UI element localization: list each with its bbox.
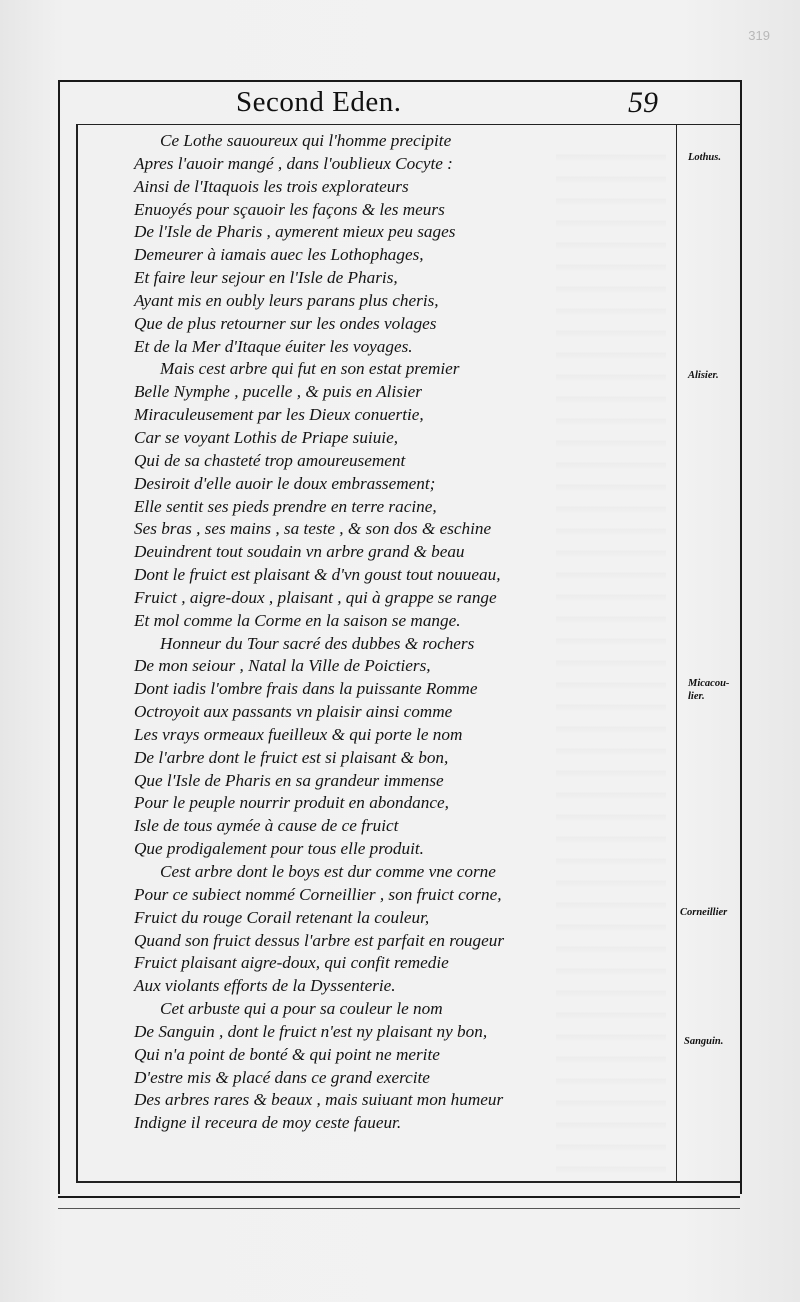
verse-line: Quand son fruict dessus l'arbre est parfait en rougeur	[134, 930, 505, 950]
bottom-rule-thin	[58, 1208, 740, 1209]
verse-line: Aux violants efforts de la Dyssenterie.	[134, 976, 396, 996]
verse-line: Demeurer à iamais auec les Lothophages,	[134, 245, 424, 265]
page-number: 59	[628, 86, 658, 119]
verse-line: Ses bras , ses mains , sa teste , & son dos & eschine	[134, 519, 492, 539]
margin-note-corneillier: Corneillier	[680, 907, 728, 918]
verse-line: Elle sentit ses pieds prendre en terre racine,	[134, 496, 437, 516]
verse-line: Qui de sa chasteté trop amoureusement	[134, 450, 406, 470]
verse-line: Fruict du rouge Corail retenant la couleur,	[134, 907, 430, 927]
verse-line: Pour ce subiect nommé Corneillier , son fruict corne,	[134, 884, 502, 904]
verse-line: Fruict , aigre-doux , plaisant , qui à grappe se range	[134, 587, 497, 607]
verse-line: Et de la Mer d'Itaque éuiter les voyages.	[134, 336, 413, 356]
verse-line: Des arbres rares & beaux , mais suiuant mon humeur	[134, 1090, 504, 1110]
verse-line: Cet arbuste qui a pour sa couleur le nom	[160, 999, 443, 1019]
verse-line: Ainsi de l'Itaquois les trois explorateurs	[134, 176, 409, 196]
verse-line: Et mol comme la Corme en la saison se mange.	[134, 610, 461, 630]
verse-line: Mais cest arbre qui fut en son estat premier	[160, 359, 460, 379]
verse-line: Enuoyés pour sçauoir les façons & les meurs	[134, 199, 445, 219]
verse-line: Que de plus retourner sur les ondes volages	[134, 313, 437, 333]
verse-block	[134, 130, 674, 1135]
verse-line: Apres l'auoir mangé , dans l'oublieux Cocyte :	[134, 153, 453, 173]
verse-line: Honneur du Tour sacré des dubbes & rochers	[160, 633, 475, 653]
verse-line: Miraculeusement par les Dieux conuertie,	[134, 405, 424, 425]
bottom-rule	[58, 1196, 740, 1198]
verse-line: Fruict plaisant aigre-doux, qui confit remedie	[134, 953, 449, 973]
margin-rule	[676, 124, 677, 1182]
verse-line: Indigne il receura de moy ceste faueur.	[134, 1113, 402, 1133]
verse-line: Qui n'a point de bonté & qui point ne merite	[134, 1044, 440, 1064]
margin-note-micacoulier: Micacou-lier.	[688, 678, 730, 702]
margin-note-lothus: Lothus.	[688, 152, 721, 163]
verse-line: Car se voyant Lothis de Priape suiuie,	[134, 427, 398, 447]
verse-line: Dont le fruict est plaisant & d'vn goust tout nouueau,	[134, 565, 501, 585]
verse-line: Pour le peuple nourrir produit en abondance,	[134, 793, 449, 813]
verse-line: Que prodigalement pour tous elle produit.	[134, 839, 424, 859]
verse-line: D'estre mis & placé dans ce grand exercite	[134, 1067, 430, 1087]
verse-line: Ayant mis en oubly leurs parans plus cheris,	[134, 290, 439, 310]
verse-line: Dont iadis l'ombre frais dans la puissante Romme	[134, 679, 478, 699]
verse-line: Belle Nymphe , pucelle , & puis en Alisier	[134, 382, 422, 402]
margin-note-alisier: Alisier.	[688, 370, 719, 381]
verse-line: De mon seiour , Natal la Ville de Poictiers,	[134, 656, 431, 676]
verse-line: Les vrays ormeaux fueilleux & qui porte le nom	[134, 724, 463, 744]
verse-line: Ce Lothe sauoureux qui l'homme precipite	[160, 131, 452, 150]
verse-line: Que l'Isle de Pharis en sa grandeur immense	[134, 770, 444, 790]
verse-line: Octroyoit aux passants vn plaisir ainsi comme	[134, 702, 453, 722]
verse-line: Isle de tous aymée à cause de ce fruict	[134, 816, 399, 836]
verse-line: De l'arbre dont le fruict est si plaisant & bon,	[134, 747, 449, 767]
verse-line: De l'Isle de Pharis , aymerent mieux peu sages	[134, 222, 456, 242]
verse-line: Desiroit d'elle auoir le doux embrassement;	[134, 473, 436, 493]
running-title: Second Eden.	[236, 86, 402, 118]
margin-note-sanguin: Sanguin.	[684, 1036, 724, 1047]
verse-line: De Sanguin , dont le fruict n'est ny plaisant ny bon,	[134, 1021, 488, 1041]
verse-line: Cest arbre dont le boys est dur comme vne corne	[160, 862, 496, 881]
catalog-mark: 319	[748, 28, 770, 43]
verse-line: Deuindrent tout soudain vn arbre grand & beau	[134, 542, 465, 562]
verse-line: Et faire leur sejour en l'Isle de Pharis,	[134, 268, 398, 288]
